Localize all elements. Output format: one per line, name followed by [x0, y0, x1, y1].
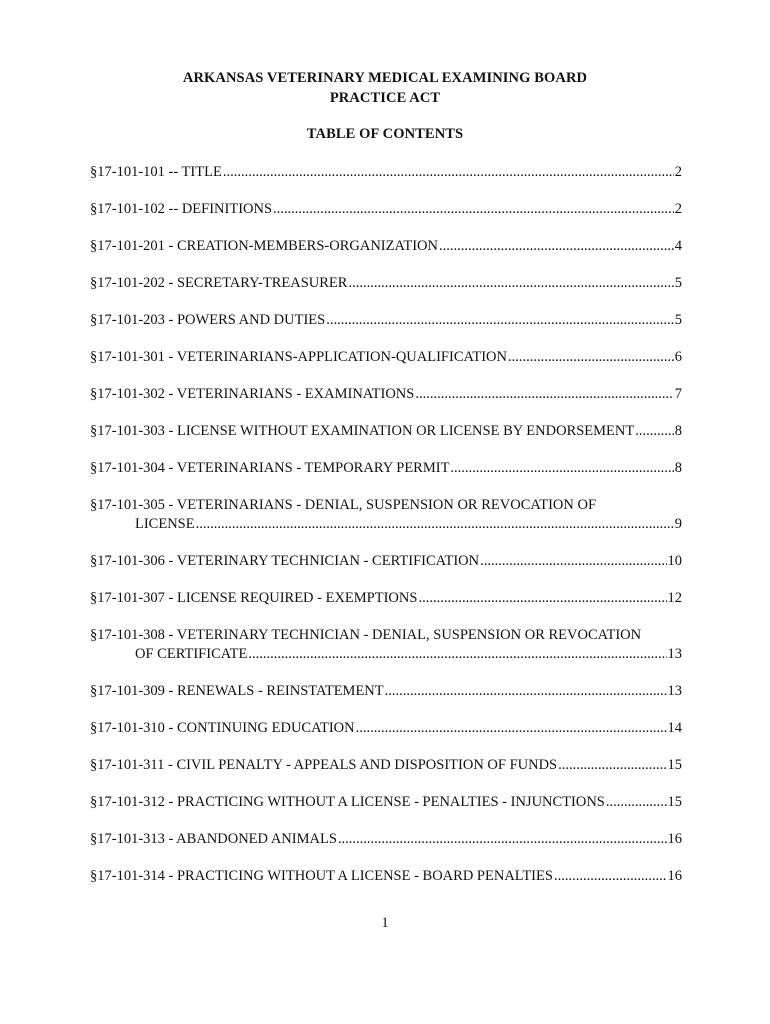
toc-entry[interactable] [90, 830, 682, 849]
toc-entry-label: §17-101-301 - VETERINARIANS-APPLICATION-QUALIFICATION [90, 349, 507, 365]
toc-entry[interactable] [90, 422, 682, 441]
toc-entry-page: 6 [674, 349, 682, 365]
toc-leader-dots [326, 311, 674, 330]
toc-entry[interactable] [90, 385, 682, 404]
toc-entry-page: 13 [667, 646, 682, 662]
toc-entry[interactable] [90, 163, 682, 182]
toc-leader-dots [385, 682, 667, 701]
toc-entry-label: §17-101-312 - PRACTICING WITHOUT A LICENSE - PENALTIES - INJUNCTIONS [90, 794, 605, 810]
document-title: ARKANSAS VETERINARY MEDICAL EXAMINING BOARD [182, 70, 588, 86]
toc-entry[interactable] [90, 274, 682, 293]
toc-entry[interactable] [90, 756, 682, 775]
toc-entry-label: §17-101-314 - PRACTICING WITHOUT A LICENSE - BOARD PENALTIES [90, 868, 553, 884]
toc-entry-page: 10 [667, 553, 682, 569]
toc-entry-label: §17-101-309 - RENEWALS - REINSTATEMENT [90, 683, 384, 699]
toc-leader-dots [450, 459, 673, 478]
toc-entry[interactable] [90, 552, 682, 571]
page-number: 1 [381, 915, 389, 931]
toc-entry[interactable] [90, 682, 682, 701]
toc-leader-dots [606, 793, 667, 812]
toc-entry-page: 4 [674, 238, 682, 254]
toc-entry-label: §17-101-303 - LICENSE WITHOUT EXAMINATION OR LICENSE BY ENDORSEMENT [90, 423, 635, 439]
toc-leader-dots [273, 200, 674, 219]
toc-leader-dots [558, 756, 666, 775]
toc-entry[interactable] [90, 626, 682, 664]
table-of-contents [90, 163, 682, 904]
toc-entry-label: §17-101-102 -- DEFINITIONS [90, 201, 273, 217]
toc-entry[interactable] [90, 459, 682, 478]
toc-entry-page: 16 [667, 831, 682, 847]
toc-leader-dots [248, 645, 666, 664]
toc-entry-label-continued: OF CERTIFICATE [135, 646, 248, 662]
toc-entry-label-continued: LICENSE [135, 516, 195, 532]
toc-entry-label: §17-101-203 - POWERS AND DUTIES [90, 312, 326, 328]
toc-leader-dots [223, 163, 674, 182]
toc-entry-page: 15 [667, 757, 682, 773]
toc-entry-page: 8 [674, 460, 682, 476]
toc-entry[interactable] [90, 311, 682, 330]
toc-leader-dots [418, 589, 666, 608]
toc-entry[interactable] [90, 237, 682, 256]
toc-leader-dots [348, 274, 673, 293]
toc-entry-page: 2 [674, 164, 682, 180]
toc-leader-dots [356, 719, 667, 738]
toc-entry-label: §17-101-308 - VETERINARY TECHNICIAN - DENIAL, SUSPENSION OR REVOCATION [90, 627, 642, 643]
toc-entry-page: 12 [667, 590, 682, 606]
toc-entry[interactable] [90, 719, 682, 738]
toc-entry[interactable] [90, 793, 682, 812]
toc-entry[interactable] [90, 867, 682, 886]
toc-entry[interactable] [90, 348, 682, 367]
toc-entry-label: §17-101-202 - SECRETARY-TREASURER [90, 275, 348, 291]
toc-leader-dots [480, 552, 666, 571]
toc-leader-dots [439, 237, 674, 256]
toc-entry-page: 5 [674, 312, 682, 328]
toc-entry-page: 14 [667, 720, 682, 736]
toc-leader-dots [415, 385, 673, 404]
toc-entry-page: 2 [674, 201, 682, 217]
toc-leader-dots [508, 348, 674, 367]
toc-entry-page: 15 [667, 794, 682, 810]
toc-leader-dots [554, 867, 667, 886]
toc-entry-label: §17-101-304 - VETERINARIANS - TEMPORARY PERMIT [90, 460, 450, 476]
toc-leader-dots [196, 515, 674, 534]
toc-entry-page: 16 [667, 868, 682, 884]
toc-heading: TABLE OF CONTENTS [306, 126, 464, 142]
toc-entry-page: 9 [674, 516, 682, 532]
toc-entry[interactable] [90, 200, 682, 219]
toc-leader-dots [635, 422, 674, 441]
toc-entry-page: 8 [674, 423, 682, 439]
toc-entry-label: §17-101-313 - ABANDONED ANIMALS [90, 831, 337, 847]
toc-entry-page: 5 [674, 275, 682, 291]
toc-entry-label: §17-101-305 - VETERINARIANS - DENIAL, SUSPENSION OR REVOCATION OF [90, 497, 597, 513]
document-subtitle: PRACTICE ACT [329, 90, 441, 106]
toc-entry-label: §17-101-201 - CREATION-MEMBERS-ORGANIZATION [90, 238, 438, 254]
toc-entry[interactable] [90, 496, 682, 534]
toc-entry-page: 7 [674, 386, 682, 402]
toc-entry-label: §17-101-310 - CONTINUING EDUCATION [90, 720, 355, 736]
toc-entry[interactable] [90, 589, 682, 608]
toc-entry-label: §17-101-302 - VETERINARIANS - EXAMINATIONS [90, 386, 415, 402]
toc-entry-page: 13 [667, 683, 682, 699]
toc-entry-label: §17-101-311 - CIVIL PENALTY - APPEALS AND DISPOSITION OF FUNDS [90, 757, 558, 773]
toc-entry-label: §17-101-307 - LICENSE REQUIRED - EXEMPTIONS [90, 590, 418, 606]
toc-entry-label: §17-101-306 - VETERINARY TECHNICIAN - CERTIFICATION [90, 553, 480, 569]
toc-leader-dots [338, 830, 667, 849]
toc-entry-label: §17-101-101 -- TITLE [90, 164, 222, 180]
